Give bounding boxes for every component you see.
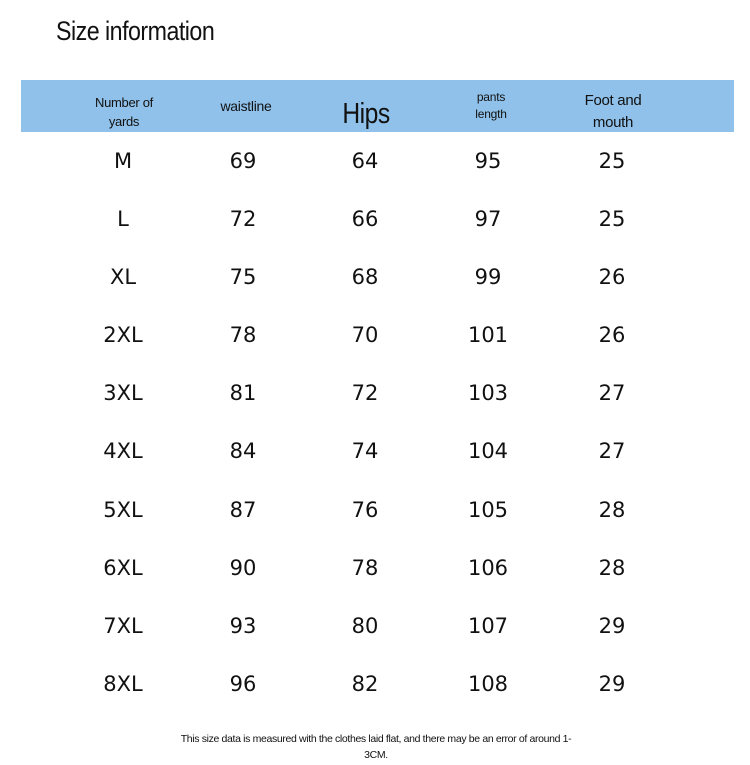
cell-pants-length: 95 <box>474 149 502 173</box>
cell-pants-length: 106 <box>467 555 509 580</box>
cell-waistline: 96 <box>229 671 257 696</box>
cell-foot-mouth: 29 <box>598 671 626 696</box>
table-row <box>21 655 734 713</box>
cell-hips: 78 <box>351 555 379 580</box>
table-row <box>21 248 734 306</box>
cell-size: 2XL <box>103 323 143 348</box>
cell-size: XL <box>109 265 137 290</box>
cell-waistline: 93 <box>229 613 257 638</box>
table-row <box>21 539 734 597</box>
cell-size: L <box>117 207 129 232</box>
header-pants-length: pants length <box>475 90 507 121</box>
cell-size: M <box>113 149 133 173</box>
cell-waistline: 75 <box>229 265 257 290</box>
footnote: This size data is measured with the clothes laid flat, and there may be an error of around 1-3CM. <box>180 733 572 761</box>
header-size: Number of yards <box>95 95 153 129</box>
table-row <box>21 306 734 364</box>
cell-waistline: 84 <box>229 439 257 464</box>
header-foot-mouth: Foot and mouth <box>584 92 642 131</box>
table-body <box>21 132 734 713</box>
table-row <box>21 190 734 248</box>
cell-foot-mouth: 26 <box>598 265 626 290</box>
cell-pants-length: 99 <box>474 265 502 290</box>
cell-foot-mouth: 29 <box>598 613 626 638</box>
cell-pants-length: 101 <box>467 323 509 348</box>
cell-foot-mouth: 28 <box>598 497 626 522</box>
cell-hips: 74 <box>351 439 379 464</box>
cell-pants-length: 97 <box>474 207 502 232</box>
cell-hips: 66 <box>351 207 379 232</box>
cell-hips: 64 <box>351 149 379 173</box>
cell-size: 3XL <box>103 381 143 406</box>
header-hips: Hips <box>342 97 390 130</box>
cell-pants-length: 104 <box>467 439 509 464</box>
cell-size: 6XL <box>103 555 143 580</box>
table-row <box>21 422 734 480</box>
cell-foot-mouth: 27 <box>598 381 626 406</box>
cell-foot-mouth: 25 <box>598 207 626 232</box>
cell-pants-length: 107 <box>467 613 509 638</box>
cell-hips: 80 <box>351 613 379 638</box>
cell-waistline: 69 <box>229 149 257 173</box>
cell-size: 4XL <box>103 439 143 464</box>
cell-foot-mouth: 25 <box>598 149 626 173</box>
table-row <box>21 597 734 655</box>
cell-waistline: 87 <box>229 497 257 522</box>
cell-waistline: 81 <box>229 381 257 406</box>
cell-foot-mouth: 28 <box>598 555 626 580</box>
cell-size: 8XL <box>103 671 143 696</box>
cell-foot-mouth: 27 <box>598 439 626 464</box>
table-header <box>21 80 734 132</box>
table-row <box>21 132 734 190</box>
cell-foot-mouth: 26 <box>598 323 626 348</box>
cell-hips: 70 <box>351 323 379 348</box>
cell-waistline: 78 <box>229 323 257 348</box>
page-title: Size information <box>56 16 215 46</box>
size-table <box>21 80 734 713</box>
cell-pants-length: 108 <box>467 671 509 696</box>
table-row <box>21 364 734 422</box>
cell-hips: 76 <box>351 497 379 522</box>
cell-hips: 82 <box>351 671 379 696</box>
cell-hips: 68 <box>351 265 379 290</box>
cell-size: 7XL <box>103 613 143 638</box>
cell-pants-length: 105 <box>467 497 509 522</box>
cell-size: 5XL <box>103 497 143 522</box>
table-row <box>21 481 734 539</box>
cell-hips: 72 <box>351 381 379 406</box>
cell-waistline: 90 <box>229 555 257 580</box>
cell-pants-length: 103 <box>467 381 509 406</box>
cell-waistline: 72 <box>229 207 257 232</box>
header-waistline: waistline <box>220 98 272 114</box>
